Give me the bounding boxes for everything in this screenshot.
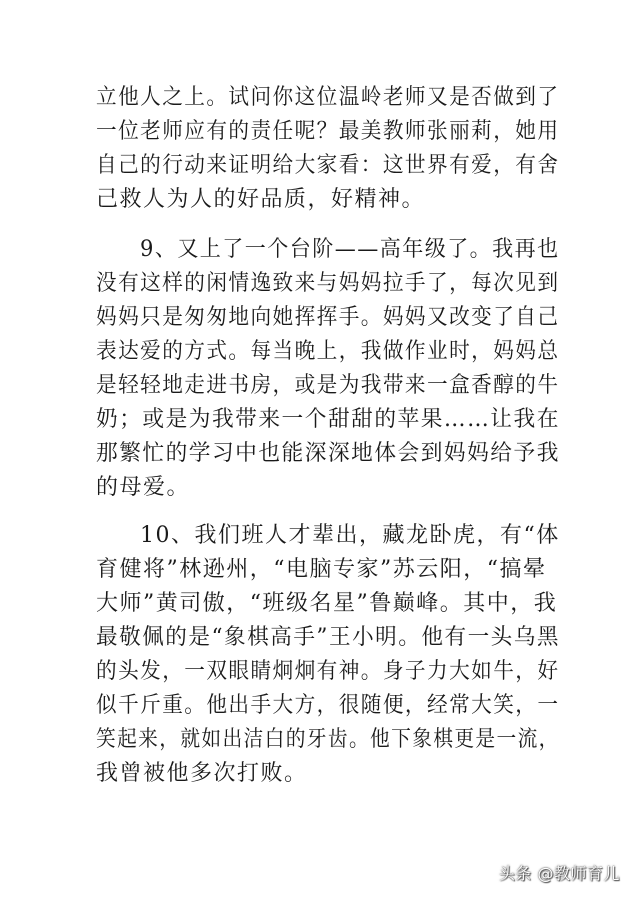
- text-line: 笑起来，就如出洁白的牙齿。他下象棋更是一流，: [96, 727, 560, 752]
- text-line: 似千斤重。他出手大方，很随便，经常大笑，一: [96, 693, 560, 718]
- text-line: 己救人为人的好品质，好精神。: [96, 187, 426, 212]
- text-line: 一位老师应有的责任呢？最美教师张丽莉，她用: [96, 119, 560, 144]
- text-line: 妈妈只是匆匆地向她挥挥手。妈妈又改变了自己: [96, 305, 560, 330]
- text-line: 最敬佩的是“象棋高手”王小明。他有一头乌黑: [96, 625, 560, 650]
- text-line: 10、我们班人才辈出，藏龙卧虎，有“体: [140, 523, 560, 548]
- text-line: 表达爱的方式。每当晚上，我做作业时，妈妈总: [96, 339, 560, 364]
- watermark: 头条 @教师育儿: [498, 864, 620, 883]
- text-line: 立他人之上。试问你这位温岭老师又是否做到了: [96, 85, 560, 110]
- text-line: 育健将”林逊州，“电脑专家”苏云阳，“搞晕: [96, 557, 547, 582]
- text-line: 是轻轻地走进书房，或是为我带来一盒香醇的牛: [96, 373, 560, 398]
- text-line: 我曾被他多次打败。: [96, 761, 308, 786]
- text-line: 的母爱。: [96, 475, 191, 500]
- text-line: 大师”黄司傲，“班级名星”鲁巅峰。其中，我: [96, 591, 558, 616]
- text-line: 的头发，一双眼睛炯炯有神。身子力大如牛，好: [96, 659, 560, 684]
- text-line: 那繁忙的学习中也能深深地体会到妈妈给予我: [96, 441, 560, 466]
- text-line: 奶；或是为我带来一个甜甜的苹果……让我在: [96, 407, 560, 432]
- text-line: 自己的行动来证明给大家看：这世界有爱，有舍: [96, 153, 560, 178]
- text-line: 9、又上了一个台阶——高年级了。我再也: [140, 237, 560, 262]
- text-line: 没有这样的闲情逸致来与妈妈拉手了，每次见到: [96, 271, 560, 296]
